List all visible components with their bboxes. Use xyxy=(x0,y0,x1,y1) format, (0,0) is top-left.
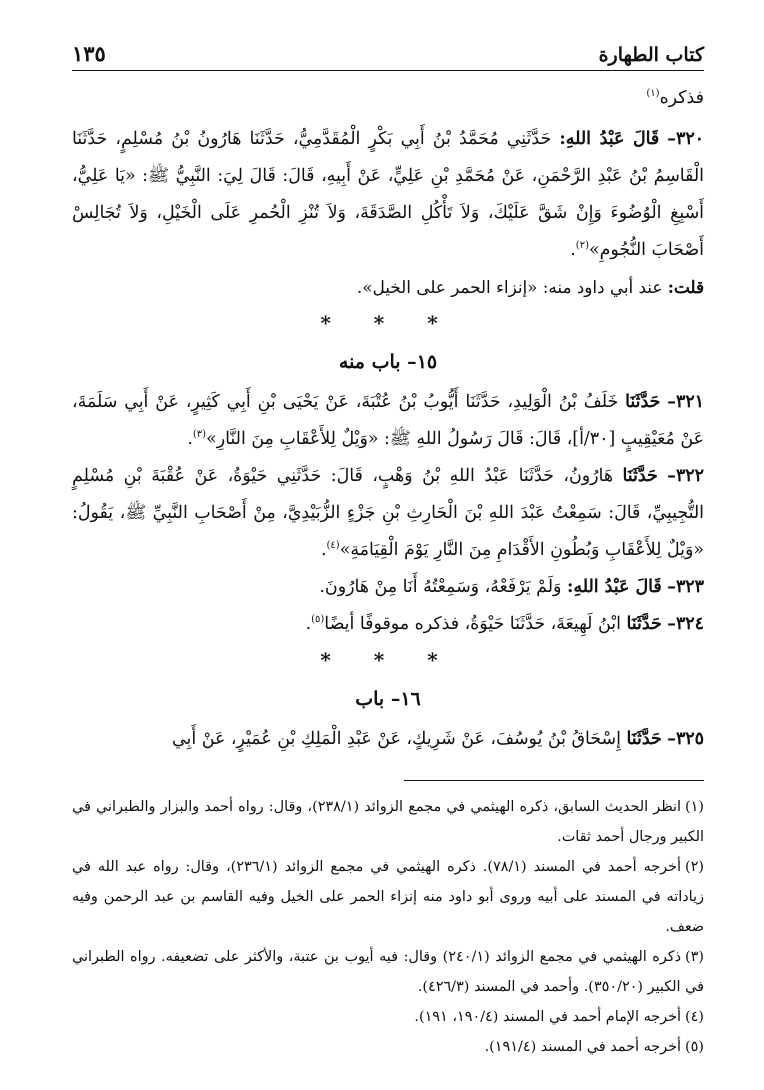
hadith-lead: حَدَّثَنَا xyxy=(626,729,662,749)
footnote-3 xyxy=(72,942,704,1002)
footnote-mark: (٥) xyxy=(685,1039,704,1055)
footnote-ref: (١) xyxy=(646,88,660,100)
footnote-text: ذكره الهيثمي في مجمع الزوائد (٢٤٠/١) وقال: فيه أيوب بن عتبة، والأكثر على تضعيفه. رواه الطبراني في الكبير (٣٥٠/٢٠). وأحمد في المسند (٤٢٦/٣). xyxy=(72,949,704,995)
chapter-heading-16: ١٦– باب xyxy=(355,688,421,710)
hadith-323 xyxy=(72,569,704,606)
footnote-ref: (٢) xyxy=(575,240,589,252)
footnote-ref: (٤) xyxy=(326,540,340,552)
hadith-number: ٣٢٠– xyxy=(667,129,705,149)
hadith-text: وَلَمْ يَرْفَعْهُ، وَسَمِعْتُهُ أَنَا مِنْ هَارُونَ. xyxy=(319,577,562,597)
hadith-number: ٣٢٣– xyxy=(667,577,704,597)
footnote-2 xyxy=(72,852,704,942)
section-separator: * * * xyxy=(320,648,456,672)
footnote-mark: (٤) xyxy=(685,1009,704,1025)
hadith-number: ٣٢٢– xyxy=(667,466,704,486)
running-title: كتاب الطهارة xyxy=(598,44,704,66)
footnote-text: انظر الحديث السابق، ذكره الهيثمي في مجمع الزوائد (٢٣٨/١)، وقال: رواه أحمد والبزار والطبراني في الكبير ورجال أحمد ثقات. xyxy=(72,799,704,845)
footnote-text: أخرجه أحمد في المسند (٧٨/١). ذكره الهيثمي في مجمع الزوائد (٢٣٦/١)، وقال: رواه عبد الله في زياداته في المسند على أبيه وروى أبو داود منه إنزاء الحمر على الخيل وفيه القاسم بن عبد الرحمن وفيه ضعف. xyxy=(72,859,704,935)
hadith-321: ٣٢١– حَدَّثَنَا خَلَفُ بْنُ الْوَلِيدِ، حَدَّثَنَا أَيُّوبُ بْنُ عُتْبَةَ، عَنْ يَحْيَى بْنِ أَبِي كَثِيرٍ، عَنْ أَبِي سَلَمَةَ، عَنْ مُعَيْقِيبٍ [٣٠/أ]، قَالَ: قَالَ رَسُولُ اللهِ ﷺ: «وَيْلٌ لِلأَعْقَابِ مِنَ النَّارِ»$^{(٣)}$. xyxy=(72,392,705,449)
hadith-325 xyxy=(72,721,704,758)
note-lead: قلت: xyxy=(667,277,704,297)
footnote-5 xyxy=(72,1032,704,1062)
footnote-text: أخرجه الإمام أحمد في المسند (١٩٠/٤، ١٩١). xyxy=(414,1009,682,1025)
hadith-lead: حَدَّثَنَا xyxy=(626,614,662,634)
footnote-mark: (٢) xyxy=(685,859,704,875)
footnote-ref: (٣) xyxy=(192,429,207,441)
hadith-322: ٣٢٢– حَدَّثَنَا هَارُونُ، حَدَّثَنَا عَبْدُ اللهِ بْنُ وَهْبٍ، قَالَ: حَدَّثَنِي حَيْوَةُ، عَنْ عُقْبَةَ بْنِ مُسْلِمٍ التُّجِيبِيِّ، قَالَ: سَمِعْتُ عَبْدَ اللهِ بْنَ الْحَارِثِ بْنِ جَزْءٍ الزُّبَيْدِيَّ، مِنْ أَصْحَابِ النَّبِيِّ ﷺ، يَقُولُ: «وَيْلٌ لِلأَعْقَابِ وَبُطُونِ الأَقْدَامِ مِنَ النَّارِ يَوْمَ الْقِيَامَةِ»$^{(٤)}$. xyxy=(72,466,704,560)
hadith-text: ابْنُ لَهِيعَةَ، حَدَّثَنَا حَيْوَةُ، فذكره موقوفًا أيضًا xyxy=(324,614,621,634)
footnote-1 xyxy=(72,792,704,852)
main-text xyxy=(72,80,704,758)
hadith-text: حَدَّثَنِي مُحَمَّدُ بْنُ أَبِي بَكْرٍ الْمُقَدَّمِيُّ، حَدَّثَنَا هَارُونُ بْنُ مُسْلِمٍ، حَدَّثَنَا الْقَاسِمُ بْنُ عَبْدِ الرَّحْمَنِ، عَنْ مُحَمَّدِ بْنِ عَلِيٍّ، عَنْ أَبِيهِ، قَالَ: قَالَ لِيَ: النَّبِيُّ ﷺ: «يَا عَلِيُّ، أَسْبِغِ الْوُضُوءَ وَإِنْ شَقَّ عَلَيْكَ، وَلاَ تَأْكُلِ الصَّدَقَةَ، وَلاَ تُنْزِ الْحُمرِ عَلَى الْخَيْلِ، وَلاَ تُجَالِسْ أَصْحَابَ النُّجُومِ» xyxy=(72,129,704,260)
footnote-mark: (١) xyxy=(685,799,704,815)
hadith-text: هَارُونُ، حَدَّثَنَا عَبْدُ اللهِ بْنُ وَهْبٍ، قَالَ: حَدَّثَنِي حَيْوَةُ، عَنْ عُقْبَةَ بْنِ مُسْلِمٍ التُّجِيبِيِّ، قَالَ: سَمِعْتُ عَبْدَ اللهِ بْنَ الْحَارِثِ بْنِ جَزْءٍ الزُّبَيْدِيَّ، مِنْ أَصْحَابِ النَّبِيِّ ﷺ، يَقُولُ: «وَيْلٌ لِلأَعْقَابِ وَبُطُونِ الأَقْدَامِ مِنَ النَّارِ يَوْمَ الْقِيَامَةِ» xyxy=(72,466,704,560)
intro-line xyxy=(72,80,704,117)
hadith-lead: قَالَ عَبْدُ اللهِ: xyxy=(559,129,660,149)
hadith-lead: قَالَ عَبْدُ اللهِ: xyxy=(566,577,662,597)
book-page xyxy=(72,32,704,1072)
footnote-text: أخرجه أحمد في المسند (١٩١/٤). xyxy=(484,1039,682,1055)
header-rule xyxy=(72,70,704,71)
hadith-320: ٣٢٠– قَالَ عَبْدُ اللهِ: حَدَّثَنِي مُحَمَّدُ بْنُ أَبِي بَكْرٍ الْمُقَدَّمِيُّ، حَدَّثَنَا هَارُونُ بْنُ مُسْلِمٍ، حَدَّثَنَا الْقَاسِمُ بْنُ عَبْدِ الرَّحْمَنِ، عَنْ مُحَمَّدِ بْنِ عَلِيٍّ، عَنْ أَبِيهِ، قَالَ: قَالَ لِيَ: النَّبِيُّ ﷺ: «يَا عَلِيُّ، أَسْبِغِ الْوُضُوءَ وَإِنْ شَقَّ عَلَيْكَ، وَلاَ تَأْكُلِ الصَّدَقَةَ، وَلاَ تُنْزِ الْحُمرِ عَلَى الْخَيْلِ، وَلاَ تُجَالِسْ أَصْحَابَ النُّجُومِ»$^{(٢)}$. xyxy=(72,129,705,260)
hadith-number: ٣٢٤– xyxy=(667,614,704,634)
editor-note xyxy=(72,269,704,306)
section-separator: * * * xyxy=(320,311,456,335)
footnote-rule xyxy=(404,780,704,781)
hadith-number: ٣٢٥– xyxy=(667,729,704,749)
hadith-number: ٣٢١– xyxy=(667,392,705,412)
intro-text: فذكره xyxy=(659,88,704,108)
page-header xyxy=(72,32,704,66)
hadith-324: ٣٢٤– حَدَّثَنَا ابْنُ لَهِيعَةَ، حَدَّثَنَا حَيْوَةُ، فذكره موقوفًا أيضًا$^{(٥)}$. xyxy=(305,614,704,634)
page-number: ١٣٥ xyxy=(72,41,106,66)
note-text: عند أبي داود منه: «إنزاء الحمر على الخيل». xyxy=(356,277,663,297)
hadith-text: خَلَفُ بْنُ الْوَلِيدِ، حَدَّثَنَا أَيُّوبُ بْنُ عُتْبَةَ، عَنْ يَحْيَى بْنِ أَبِي كَثِيرٍ، عَنْ أَبِي سَلَمَةَ، عَنْ مُعَيْقِيبٍ [٣٠/أ]، قَالَ: قَالَ رَسُولُ اللهِ ﷺ: «وَيْلٌ لِلأَعْقَابِ مِنَ النَّارِ» xyxy=(72,392,704,449)
footnote-4 xyxy=(72,1002,704,1032)
hadith-text: إِسْحَاقُ بْنُ يُوسُفَ، عَنْ شَرِيكٍ، عَنْ عَبْدِ الْمَلِكِ بْنِ عُمَيْرٍ، عَنْ أَبِي xyxy=(172,729,621,749)
footnotes xyxy=(72,792,704,1062)
footnote-mark: (٣) xyxy=(685,949,704,965)
hadith-lead: حَدَّثَنَا xyxy=(622,466,658,486)
footnote-ref: (٥) xyxy=(311,614,325,626)
chapter-heading-15: ١٥– باب منه xyxy=(338,351,438,373)
hadith-lead: حَدَّثَنَا xyxy=(625,392,661,412)
